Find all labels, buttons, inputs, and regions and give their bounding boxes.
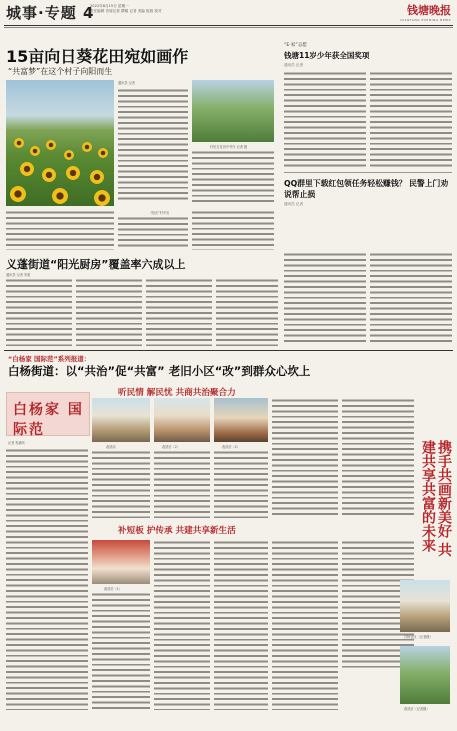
right-subheadline: QQ群里下载红包领任务轻松赚钱？ 民警上门劝说帮止损 xyxy=(284,178,449,199)
section1-column-5 xyxy=(342,398,414,518)
right-byline: 通讯员 记者 xyxy=(284,63,304,67)
series-byline: 记者 郭满庆 xyxy=(8,441,25,445)
sunflower-column-1 xyxy=(118,88,188,202)
right-column-text-3 xyxy=(284,252,366,344)
sunflower-column-3 xyxy=(6,210,114,250)
banner-rule xyxy=(4,350,453,351)
sunflower-column-2 xyxy=(192,150,274,202)
kitchen-column-3 xyxy=(146,278,212,346)
caption-before: 改造前 xyxy=(106,445,116,449)
after-photo-1 xyxy=(92,540,150,584)
caption-community: 白杨社区（记者摄） xyxy=(404,635,433,639)
sunflower-byline: 通讯员 记者 xyxy=(118,81,135,85)
series-left-column xyxy=(6,448,88,710)
sunflower-headline: 15亩向日葵花田宛如画作 xyxy=(6,47,189,66)
flower-field-photo xyxy=(192,80,274,142)
section2-column-1 xyxy=(92,592,150,710)
kitchen-byline: 通讯员 记者 朱航 xyxy=(6,273,31,277)
section1-column-4 xyxy=(272,398,338,518)
right-column xyxy=(284,42,452,207)
section1-column-3 xyxy=(214,450,268,518)
section2-column-4 xyxy=(272,540,338,710)
right-sub-byline: 通讯员 记者 xyxy=(284,201,304,206)
header-rule-thin xyxy=(4,27,453,28)
series-headline: 白杨街道：以“共治”促“共富” 老旧小区“改”到群众心坎上 xyxy=(8,364,311,378)
sunflower-subheadline: “共富梦”在这个村子向阳而生 xyxy=(8,67,113,76)
section-heading-2: 补短板 护传承 共建共享新生活 xyxy=(118,526,236,536)
vertical-slogan: 携手共画新美好 共建共享共富的未来 xyxy=(420,440,452,557)
sunflower-photo xyxy=(6,80,114,206)
kitchen-column-2 xyxy=(76,278,142,346)
right-column-text-1 xyxy=(284,71,366,167)
section-heading-1: 听民情 解民忧 共商共治聚合力 xyxy=(118,388,236,398)
section1-column-2 xyxy=(154,450,210,518)
kitchen-column-4 xyxy=(216,278,278,346)
section2-column-3 xyxy=(214,540,268,710)
sunflower-column-4 xyxy=(118,216,188,250)
caption-final: 改造后（记者摄） xyxy=(404,707,430,711)
before-photo xyxy=(92,398,150,442)
right-column-text-4 xyxy=(370,252,452,344)
caption-after-2a: 改造后（2） xyxy=(162,445,180,449)
mid-caption: “阳光”村中央 xyxy=(150,211,170,215)
series-logo-box: 白杨家 国际范 xyxy=(6,392,90,436)
right-divider xyxy=(284,172,452,173)
after-photo-2b xyxy=(214,398,268,442)
after-photo-final xyxy=(400,646,450,704)
sunflower-column-5 xyxy=(192,210,274,250)
caption-after-1: 改造后（1） xyxy=(104,587,122,591)
section-title: 城事·专题 4 xyxy=(6,4,95,22)
right-column-text-2 xyxy=(370,71,452,167)
right-kicker: “E·家”志愿 xyxy=(284,43,307,48)
issue-meta: 2022年8月15日 星期一 责任编辑 首席记者 撰稿 记者 美编 组版 校对 xyxy=(90,4,162,13)
after-photo-2a xyxy=(154,398,210,442)
kitchen-headline: 义蓬街道“阳光厨房”覆盖率六成以上 xyxy=(6,258,186,271)
kitchen-column-1 xyxy=(6,278,72,346)
photo-caption: 村民在花田中劳作 记者 摄 xyxy=(210,145,248,149)
section2-column-2 xyxy=(154,540,210,710)
community-photo xyxy=(400,580,450,632)
section1-column-1 xyxy=(92,450,150,518)
header-rule xyxy=(4,25,453,26)
caption-after-2b: 改造后（2） xyxy=(222,445,240,449)
masthead xyxy=(4,2,453,24)
series-kicker: “白杨家 国际范”系列报道： xyxy=(8,355,91,363)
newspaper-logo: 钱塘晚报 QIANTANG EVENING NEWS xyxy=(400,4,451,22)
right-headline: 钱塘11岁少年获全国奖项 xyxy=(284,51,370,60)
